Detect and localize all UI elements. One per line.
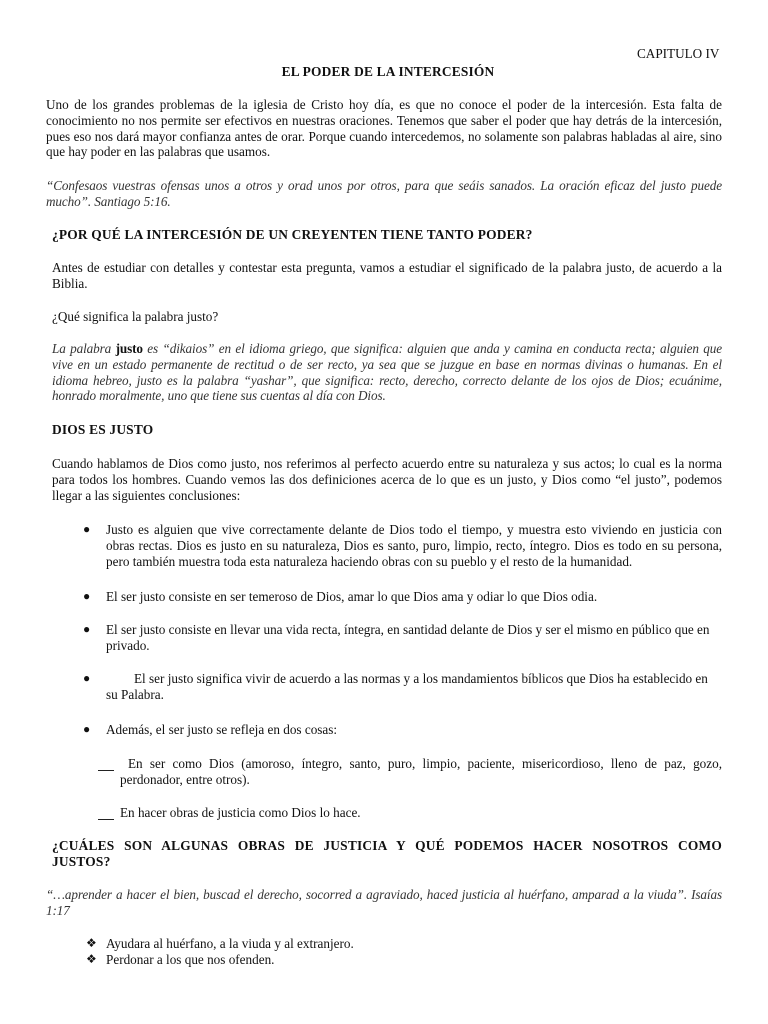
bullet-icon: ●	[83, 622, 91, 636]
bullet-icon: ●	[83, 522, 91, 536]
bullet-icon: ●	[83, 722, 91, 736]
scripture-quote-santiago: “Confesaos vuestras ofensas unos a otros y orad unos por otros, para que seáis sanados. La oración eficaz del justo puede mucho”. Santiago 5:16.	[46, 178, 722, 209]
definition-paragraph	[52, 341, 722, 404]
bullet-item-2: El ser justo consiste en ser temeroso de Dios, amar lo que Dios ama y odiar lo que Dios odia.	[106, 589, 598, 604]
bullet-item-3: El ser justo consiste en llevar una vida recta, íntegra, en santidad delante de Dios y ser el mismo en público que en privado.	[106, 622, 710, 653]
intro-paragraph: Uno de los grandes problemas de la iglesia de Cristo hoy día, es que no conoce el poder de la intercesión. Esta falta de conocimiento no nos permite ser efectivos en nuestras oraciones. Tenemos que saber el poder que hay detrás de la intercesión, pues eso nos dará mayor confianza antes de orar. Porque cuando intercedemos, no solamente son palabras habladas al aire, sino que hay poder en las palabras que usamos.	[46, 97, 722, 160]
bullet-icon: ●	[83, 589, 91, 603]
definition-keyword: justo	[115, 341, 143, 356]
paragraph-conclusions: Cuando hablamos de Dios como justo, nos referimos al perfecto acuerdo entre su naturaleza y sus actos; lo cual es la norma para todos los hombres. Cuando vemos las dos definiciones acerca de lo que es un justo, y Dios como “el justo”, podemos llegar a las siguientes conclusiones:	[52, 456, 722, 503]
bullet-item-4: El ser justo significa vivir de acuerdo a las normas y a los mandamientos bíblicos que Dios ha establecido en su Palabra.	[106, 671, 708, 702]
section-heading-works: ¿CUÁLES SON ALGUNAS OBRAS DE JUSTICIA Y QUÉ PODEMOS HACER NOSOTROS COMO JUSTOS?	[52, 838, 722, 869]
definition-lead: La palabra	[52, 341, 116, 356]
bullet-item-1: Justo es alguien que vive correctamente delante de Dios todo el tiempo, y muestra esto viviendo en justicia con obras rectas. Dios es justo en su naturaleza, Dios es santo, puro, limpio, recto, íntegro. Dios es todo en su persona, pero también muestra toda esta naturaleza haciendo obras con su pueblo y el resto de la humanidad.	[106, 522, 722, 569]
section-heading-why: ¿POR QUÉ LA INTERCESIÓN DE UN CREYENTEN TIENE TANTO PODER?	[52, 227, 533, 242]
sub-item-1: En ser como Dios (amoroso, íntegro, santo, puro, limpio, paciente, misericordioso, lleno de paz, gozo, perdonador, entre otros).	[120, 756, 722, 787]
diamond-item-2: Perdonar a los que nos ofenden.	[106, 952, 275, 967]
section-heading-god-is-just: DIOS ES JUSTO	[52, 422, 154, 437]
page-title: EL PODER DE LA INTERCESIÓN	[281, 64, 495, 79]
sub-item-2: En hacer obras de justicia como Dios lo hace.	[120, 805, 361, 820]
scripture-quote-isaias: “…aprender a hacer el bien, buscad el derecho, socorred a agraviado, haced justicia al huérfano, amparad a la viuda”. Isaías 1:17	[46, 887, 722, 918]
definition-body: es “dikaios” en el idioma griego, que significa: alguien que anda y camina en conducta recta; alguien que vive en un estado permanente de rectitud o de ser recto, ya sea que se juzgue en base en normas divinas o humanas. En el idioma hebreo, justo es la palabra “yashar”, que significa: recto, derecho, correcto delante de los ojos de Dios; ecuánime, honrado moralmente, uno que tiene sus cuentas al día con Dios.	[52, 341, 723, 404]
dash-marker	[98, 819, 114, 820]
chapter-label: CAPITULO IV	[637, 46, 720, 61]
question-text: ¿Qué significa la palabra justo?	[52, 309, 219, 324]
bullet-item-5: Además, el ser justo se refleja en dos cosas:	[106, 722, 338, 737]
bullet-icon: ●	[83, 671, 91, 685]
paragraph-study: Antes de estudiar con detalles y contestar esta pregunta, vamos a estudiar el significado de la palabra justo, de acuerdo a la Biblia.	[52, 260, 722, 291]
diamond-bullet-icon: ❖	[86, 936, 97, 950]
dash-marker	[98, 770, 114, 771]
diamond-item-1: Ayudara al huérfano, a la viuda y al extranjero.	[106, 936, 354, 951]
diamond-bullet-icon: ❖	[86, 952, 97, 966]
